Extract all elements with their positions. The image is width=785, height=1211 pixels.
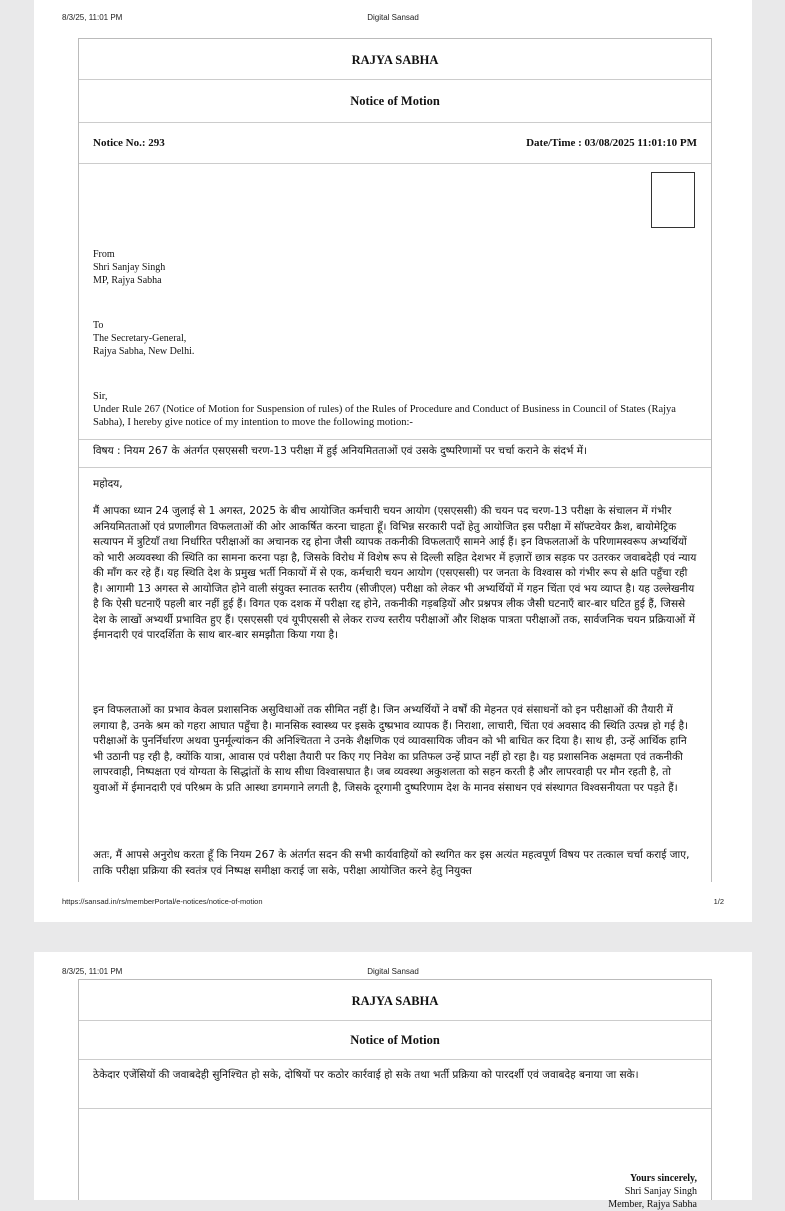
- closing: Yours sincerely,: [629, 1173, 697, 1184]
- divider: [79, 467, 711, 468]
- continuation-paragraph: ठेकेदार एजेंसियों की जवाबदेही सुनिश्चित हो सके, दोषियों पर कठोर कार्रवाई हो सके तथा भर्ती प्रक्रिया को पारदर्शी एवं जवाबदेह बनाया जा सके।: [93, 1069, 639, 1081]
- page-2: [34, 952, 752, 1210]
- salutation: Sir,: [93, 391, 108, 402]
- body-paragraph-2: इन विफलताओं का प्रभाव केवल प्रशासनिक असुविधाओं तक सीमित नहीं है। जिन अभ्यर्थियों ने वर्षों की मेहनत एवं संसाधनों को इन परीक्षाओं की तैयारी में लगाया है, उनके श्रम को गहरा आघात पहुँचा है। मानसिक स्वास्थ्य पर इसके दुष्प्रभाव व्यापक हैं। निराशा, लाचारी, चिंता एवं अवसाद की स्थिति उत्पन्न हो गई है। परीक्षाओं के पुनर्निर्धारण अथवा पुनर्मूल्यांकन की अनिश्चितता ने उनके शैक्षणिक एवं व्यावसायिक जीवन को भी बाधित कर दिया है। साथ ही, उन्हें आर्थिक हानि भी उठानी पड़ रही है, क्योंकि यात्रा, आवास एवं परीक्षा तैयारी पर किए गए निवेश का प्रतिफल उन्हें प्राप्त नहीं हो रहा है। यह प्रशासनिक अक्षमता एवं तकनीकी लापरवाही, निष्पक्षता एवं योग्यता के सिद्धांतों के साथ सीधा विश्वासघात है। जब व्यवस्था अकुशलता को सहन करती है और लापरवाही पर मौन रहती है, तो युवाओं में ईमानदारी एवं परिश्रम के प्रति आस्था डगमगाने लगती है, जिसके दूरगामी दुष्परिणाम देश के मानव संसाधन एवं संस्थागत विश्वसनीयता पर पड़ते हैं।: [93, 704, 689, 794]
- subject-line: विषय : नियम 267 के अंतर्गत एसएससी चरण-13 परीक्षा में हुई अनियमितताओं एवं उसके दुष्परिणामों पर चर्चा कराने के संदर्भ में।: [93, 445, 587, 457]
- house-title: RAJYA SABHA: [79, 39, 711, 80]
- to-label: To: [93, 320, 104, 331]
- from-designation: MP, Rajya Sabha: [93, 275, 162, 286]
- print-site-name: Digital Sansad: [367, 967, 419, 976]
- to-line1: The Secretary-General,: [93, 333, 187, 344]
- print-header: [34, 13, 752, 27]
- to-block: [93, 319, 194, 358]
- notice-frame: [78, 979, 712, 1210]
- signer-name: Shri Sanjay Singh: [624, 1186, 697, 1197]
- stamp-box: [651, 172, 695, 228]
- to-line2: Rajya Sabha, New Delhi.: [93, 346, 195, 357]
- page-1: [34, 0, 752, 922]
- rule-statement: Under Rule 267 (Notice of Motion for Suspension of rules) of the Rules of Procedure and Conduct of Business in Council of States (Rajya Sabha), I hereby give notice of my intention to move the following motion:-: [93, 404, 676, 428]
- signature-block: [608, 1172, 697, 1211]
- page-number: 1/2: [713, 897, 724, 906]
- notice-number: Notice No.: 293: [93, 137, 165, 149]
- notice-frame: [78, 38, 712, 882]
- house-title: RAJYA SABHA: [79, 980, 711, 1021]
- from-block: [93, 248, 165, 287]
- divider: [79, 1108, 711, 1109]
- print-datetime: 8/3/25, 11:01 PM: [62, 967, 123, 976]
- notice-info-row: [79, 123, 711, 164]
- from-name: Shri Sanjay Singh: [93, 262, 166, 273]
- body-paragraph-1: मैं आपका ध्यान 24 जुलाई से 1 अगस्त, 2025 के बीच आयोजित कर्मचारी चयन आयोग (एसएससी) की चयन पद चरण-13 परीक्षा के संचालन में गंभीर अनियमितताओं एवं प्रणालीगत विफलताओं की ओर आकर्षित करना चाहता हूँ। विभिन्न सरकारी पदों हेतु आयोजित इस परीक्षा में सॉफ्टवेयर क्रैश, बायोमेट्रिक सत्यापन में त्रुटियाँ तथा निर्धारित परीक्षाओं का अचानक रद्द होना जैसी व्यापक तकनीकी विफलताएँ सामने आई हैं। इन विफलताओं के परिणामस्वरूप अभ्यर्थियों को भारी अव्यवस्था की स्थिति का सामना करना पड़ा है, जिसके विरोध में विशेष रूप से दिल्ली सहित देशभर में हज़ारों छात्र सड़क पर उतरकर जवाबदेही एवं न्याय की माँग कर रहे हैं। यह स्थिति देश के प्रमुख भर्ती निकायों में से एक, कर्मचारी चयन आयोग (एसएससी) पर जनता के विश्वास को गंभीर रूप से क्षति पहुँचा रही है। आगामी 13 अगस्त से आयोजित होने वाली संयुक्त स्नातक स्तरीय (सीजीएल) परीक्षा को लेकर भी अभ्यर्थियों में गहन चिंता एवं भय व्याप्त है। यह उल्लेखनीय है कि ऐसी घटनाएँ पहली बार नहीं हुई हैं। विगत एक दशक में परीक्षा रद्द होने, तकनीकी गड़बड़ियों और प्रश्नपत्र लीक जैसी घटनाएँ बार-बार घटित हुई हैं, जिससे देश के लाखों अभ्यर्थी प्रभावित हुए हैं। एसएससी एवं यूपीएससी से लेकर राज्य स्तरीय परीक्षाओं और शिक्षक पात्रता परीक्षाओं तक, सार्वजनिक चयन प्रक्रियाओं में ईमानदारी एवं पारदर्शिता के साथ बार-बार समझौता किया गया है।: [93, 505, 697, 641]
- body-paragraph-3: अतः, मैं आपसे अनुरोध करता हूँ कि नियम 267 के अंतर्गत सदन की सभी कार्यवाहियों को स्थगित कर इस अत्यंत महत्वपूर्ण विषय पर तत्काल चर्चा कराई जाए, ताकि परीक्षा प्रक्रिया की स्वतंत्र एवं निष्पक्ष समीक्षा कराई जा सके, परीक्षा आयोजित करने हेतु नियुक्त: [93, 849, 690, 877]
- document-title: Notice of Motion: [79, 1021, 711, 1060]
- divider: [79, 439, 711, 440]
- document-title: Notice of Motion: [79, 80, 711, 123]
- notice-datetime: Date/Time : 03/08/2025 11:01:10 PM: [526, 137, 697, 149]
- from-label: From: [93, 249, 115, 260]
- print-site-name: Digital Sansad: [367, 13, 419, 22]
- page-url[interactable]: https://sansad.in/rs/memberPortal/e-notices/notice-of-motion: [62, 897, 263, 906]
- print-datetime: 8/3/25, 11:01 PM: [62, 13, 123, 22]
- greeting: महोदय,: [93, 478, 123, 490]
- signer-designation: Member, Rajya Sabha: [608, 1199, 697, 1210]
- print-footer: [62, 897, 724, 906]
